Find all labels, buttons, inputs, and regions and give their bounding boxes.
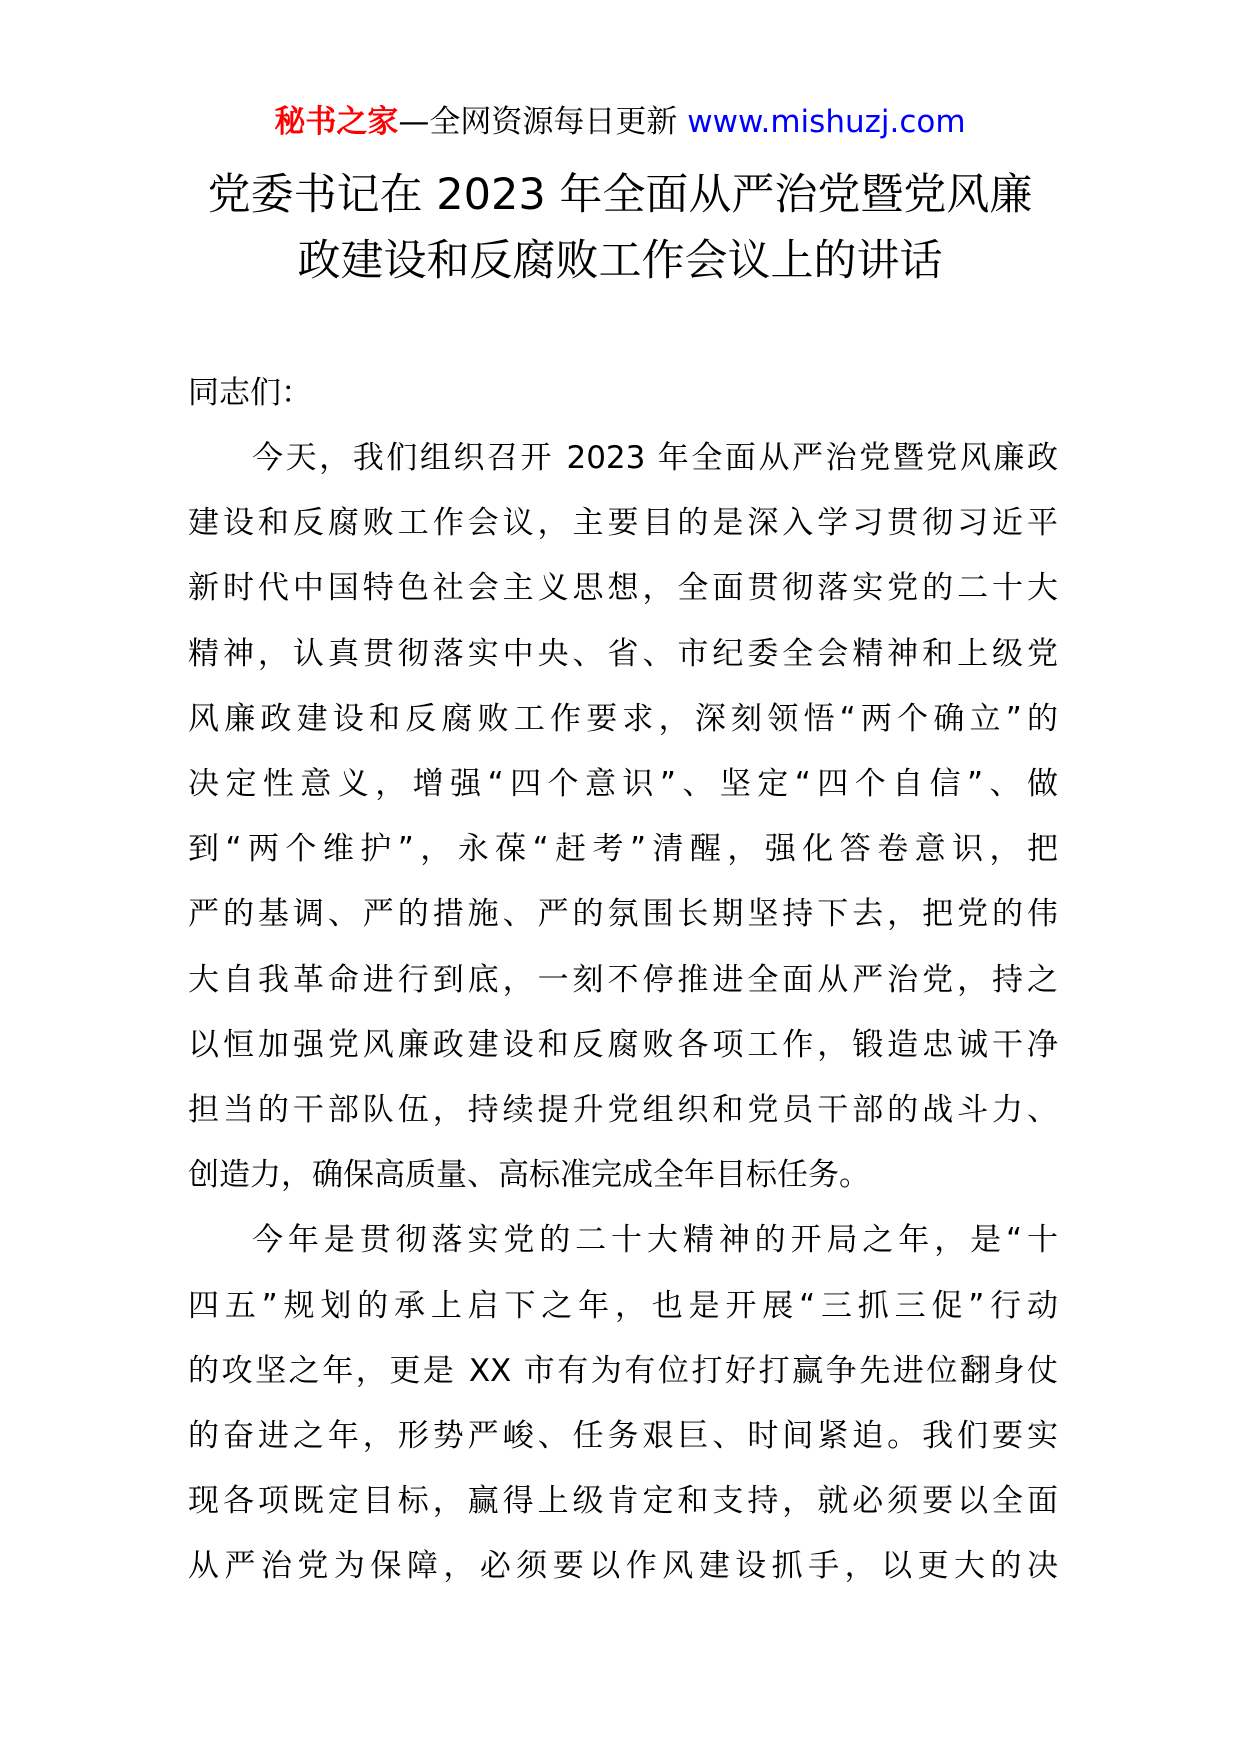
paragraph-line: 今天，我们组织召开 2023 年全面从严治党暨党风廉政 bbox=[252, 440, 1058, 476]
paragraph-line: 现各项既定目标，赢得上级肯定和支持，就必须要以全面 bbox=[188, 1483, 1058, 1520]
header-tagline: —全网资源每日更新 bbox=[398, 104, 678, 140]
paragraph-line: 建设和反腐败工作会议，主要目的是深入学习贯彻习近平 bbox=[188, 505, 1058, 542]
paragraph-line: 严的基调、严的措施、严的氛围长期坚持下去，把党的伟 bbox=[188, 896, 1058, 933]
paragraph-line: 的攻坚之年，更是 XX 市有为有位打好打赢争先进位翻身仗 bbox=[188, 1352, 1058, 1389]
source-header bbox=[0, 100, 1240, 144]
paragraph-line: 今年是贯彻落实党的二十大精神的开局之年，是“十 bbox=[252, 1222, 1058, 1259]
paragraph-line: 创造力，确保高质量、高标准完成全年目标任务。 bbox=[188, 1157, 870, 1194]
paragraph-line: 以恒加强党风廉政建设和反腐败各项工作，锻造忠诚干净 bbox=[188, 1026, 1058, 1063]
paragraph-1 bbox=[188, 426, 1058, 1208]
paragraph-line: 四五”规划的承上启下之年，也是开展“三抓三促”行动 bbox=[188, 1287, 1058, 1324]
paragraph-line: 到“两个维护”，永葆“赶考”清醒，强化答卷意识，把 bbox=[188, 831, 1058, 868]
paragraph-2 bbox=[188, 1208, 1058, 1599]
paragraph-line: 的奋进之年，形势严峻、任务艰巨、时间紧迫。我们要实 bbox=[188, 1418, 1058, 1455]
title-line-1: 党委书记在 2023 年全面从严治党暨党风廉 bbox=[207, 170, 1033, 220]
document-body bbox=[188, 360, 1058, 1600]
brand-name: 秘书之家 bbox=[274, 104, 399, 140]
paragraph-line: 担当的干部队伍，持续提升党组织和党员干部的战斗力、 bbox=[188, 1092, 1058, 1129]
paragraph-line: 决定性意义，增强“四个意识”、坚定“四个自信”、做 bbox=[188, 766, 1058, 803]
paragraph-line: 风廉政建设和反腐败工作要求，深刻领悟“两个确立”的 bbox=[188, 700, 1058, 737]
paragraph-line: 新时代中国特色社会主义思想，全面贯彻落实党的二十大 bbox=[188, 570, 1058, 607]
document-title bbox=[150, 162, 1090, 294]
site-url: www.mishuzj.com bbox=[687, 104, 966, 140]
title-line-2: 政建设和反腐败工作会议上的讲话 bbox=[297, 236, 943, 286]
paragraph-line: 从严治党为保障，必须要以作风建设抓手，以更大的决 bbox=[188, 1548, 1058, 1585]
salutation: 同志们： bbox=[188, 375, 312, 411]
paragraph-line: 精神，认真贯彻落实中央、省、市纪委全会精神和上级党 bbox=[188, 635, 1058, 672]
paragraph-line: 大自我革命进行到底，一刻不停推进全面从严治党，持之 bbox=[188, 961, 1058, 998]
